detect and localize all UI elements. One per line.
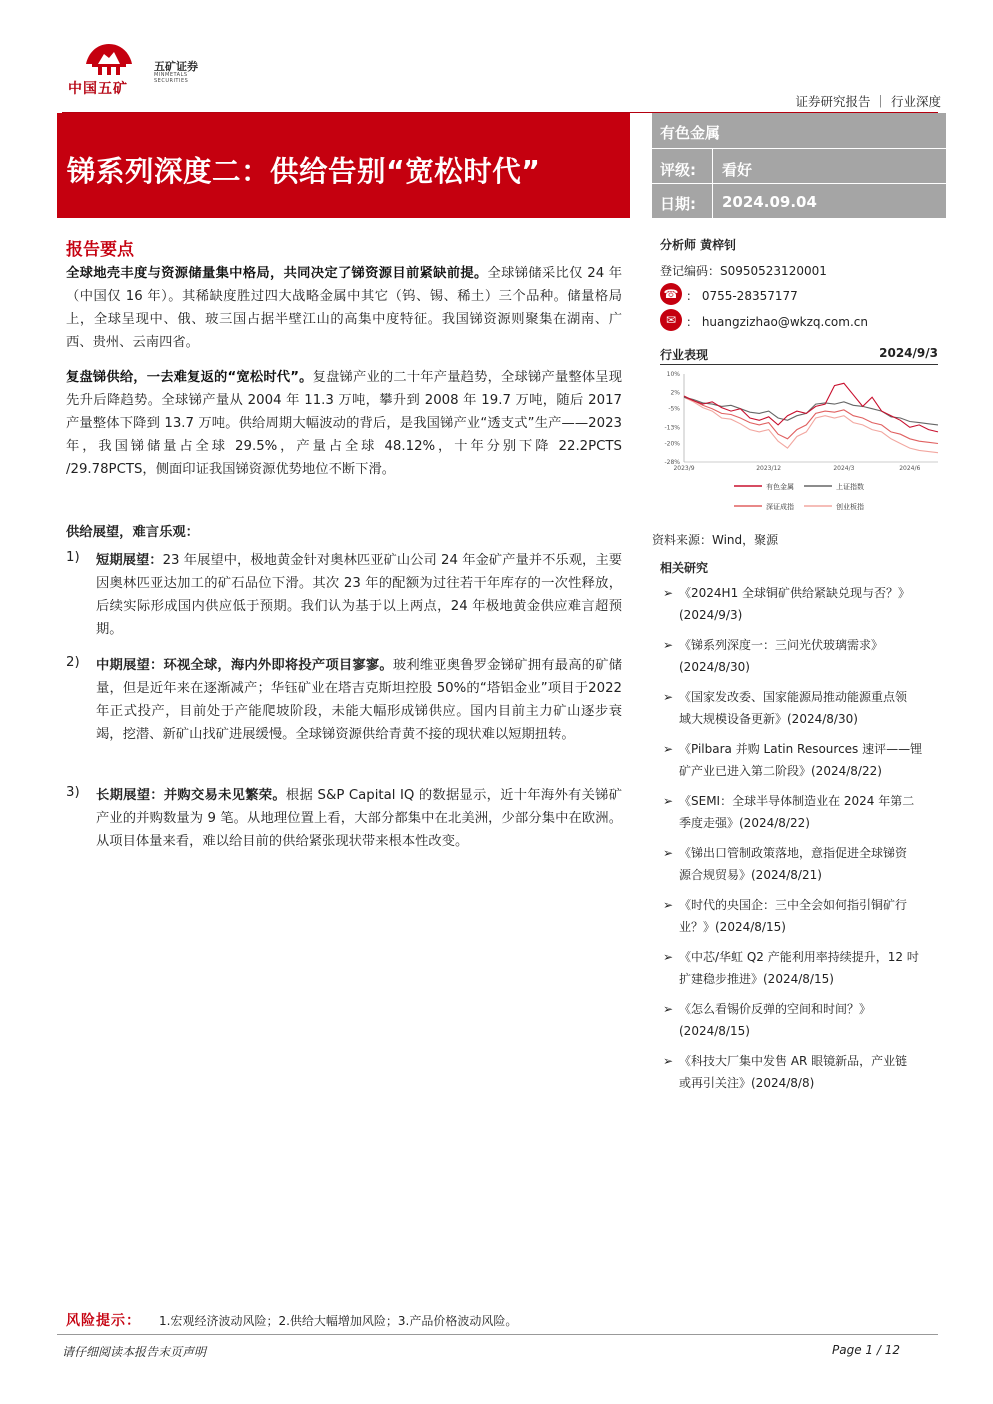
rating-label: 评级:	[660, 161, 696, 179]
paragraph-1-text: 全球锑储采比仅 24 年（中国仅 16 年）。其稀缺度胜过四大战略金属中其它（钨、锡、稀土）三个品种。储量格局上，全球呈现中、俄、玻三国占据半壁江山的高集中度特征。我国锑资源则聚集在湖南、广西、贵州、云南四省。	[66, 266, 623, 350]
related-item-line: 《中芯/华虹 Q2 产能利用率持续提升，12 吋	[679, 950, 919, 964]
perf-header	[660, 346, 938, 362]
paragraph-2	[66, 366, 622, 481]
related-item-line: 《科技大厂集中发售 AR 眼镜新品，产业链	[679, 1054, 908, 1068]
related-item-text	[679, 582, 942, 626]
y-tick-label: -5%	[668, 405, 680, 413]
related-item-line: 矿产业已进入第二阶段》(2024/8/22)	[679, 764, 882, 778]
item-2-lead: 中期展望：环视全球，海内外即将投产项目寥寥。	[96, 658, 393, 673]
related-research-title: 相关研究	[660, 561, 709, 575]
related-item-line: 扩建稳步推进》(2024/8/15)	[679, 972, 834, 986]
analyst-email: ： huangzizhao@wkzq.com.cn	[686, 315, 868, 329]
date-value: 2024.09.04	[722, 193, 817, 211]
related-item-text	[679, 634, 942, 678]
risk-notice	[66, 1310, 517, 1330]
logo-cn-text: 中国五矿	[68, 81, 128, 97]
analyst-reg-code: 登记编码：S0950523120001	[660, 264, 827, 278]
paragraph-2-text: 复盘锑产业的二十年产量趋势，全球锑产量整体呈现先升后降趋势。全球锑产量从 2004 年 11.3 万吨，攀升到 2008 年 19.7 万吨，随后 2017 产量整体下降到 13.7 万吨。供给周期大幅波动的背后，是我国锑产业“透支式”生产——2023 年，我国锑储量占全球 29.5%，产量占全球 48.12%，十年分别下降 22.2PCTS /29.78PCTS，侧面印证我国锑资源优势地位不断下滑。	[66, 370, 623, 477]
risk-text: 1.宏观经济波动风险；2.供给大幅增加风险；3.产品价格波动风险。	[159, 1314, 518, 1328]
arrow-bullet-icon: ➢	[663, 950, 674, 964]
arrow-bullet-icon: ➢	[663, 690, 674, 704]
phone-icon: ☎	[660, 283, 682, 305]
related-item-text	[679, 790, 942, 834]
perf-title: 行业表现	[660, 348, 709, 362]
x-tick-label: 2024/3	[833, 465, 855, 472]
item-1	[96, 549, 622, 641]
related-item-text	[679, 998, 942, 1042]
item-3-number: 3)	[66, 785, 80, 800]
arrow-bullet-icon: ➢	[663, 794, 674, 808]
company-logo	[62, 40, 212, 100]
x-tick-label: 2024/6	[899, 465, 921, 472]
title-banner	[57, 113, 630, 218]
sector-label: 有色金属	[660, 124, 721, 142]
legend-label: 有色金属	[766, 483, 794, 491]
legend-label: 深证成指	[766, 503, 794, 511]
related-item-line: 《2024H1 全球铜矿供给紧缺兑现与否？》	[679, 586, 911, 600]
y-tick-label: -13%	[664, 424, 680, 432]
footer-divider	[57, 1334, 938, 1335]
rating-value: 看好	[722, 161, 753, 179]
related-item-text	[679, 894, 942, 938]
series-line-3	[684, 397, 938, 453]
arrow-bullet-icon: ➢	[663, 1002, 674, 1016]
paragraph-1-lead: 全球地壳丰度与资源储量集中格局，共同决定了锑资源目前紧缺前提。	[66, 266, 488, 281]
y-tick-label: -28%	[664, 459, 680, 466]
y-tick-label: 2%	[670, 389, 680, 397]
related-item-line: 业？》(2024/8/15)	[679, 920, 786, 934]
related-item-text	[679, 946, 942, 990]
related-item-line: 《锑出口管制政策落地，意指促进全球锑资	[679, 846, 908, 860]
page-number: Page 1 / 12	[832, 1343, 900, 1357]
item-1-number: 1)	[66, 550, 80, 565]
date-label: 日期:	[660, 195, 696, 213]
item-2	[96, 654, 622, 746]
outlook-heading: 供给展望，难言乐观：	[66, 525, 199, 540]
related-item-line: 《怎么看锡价反弹的空间和时间？》	[679, 1002, 872, 1016]
arrow-bullet-icon: ➢	[663, 742, 674, 756]
disclaimer-text: 请仔细阅读本报告末页声明	[62, 1345, 207, 1359]
industry-performance-chart	[652, 366, 946, 526]
x-tick-label: 2023/9	[673, 465, 695, 472]
arrow-bullet-icon: ➢	[663, 586, 674, 600]
brand-cn-text: 五矿证券	[154, 60, 198, 73]
report-type-label: 证券研究报告 ｜ 行业深度	[795, 94, 941, 109]
item-2-text: 玻利维亚奥鲁罗金锑矿拥有最高的矿储量，但是近年来在逐渐减产；华钰矿业在塔吉克斯坦控股 50%的“塔铝金业”项目于2022 年正式投产，目前处于产能爬坡阶段，未能大幅形成锑供应。国内目前主力矿山逐步衰竭，挖潜、新矿山找矿进展缓慢。全球锑资源供给青黄不接的现状难以短期扭转。	[96, 658, 622, 742]
y-tick-label: 10%	[666, 371, 680, 378]
related-item-line: 《锑系列深度一：三问光伏玻璃需求》	[679, 638, 884, 652]
related-item-text	[679, 686, 942, 730]
y-tick-label: -20%	[664, 440, 680, 448]
related-item-line: 源合规贸易》(2024/8/21)	[679, 868, 822, 882]
analyst-phone: ： 0755-28357177	[686, 289, 798, 303]
paragraph-2-lead: 复盘锑供给，一去难复返的“宽松时代”。	[66, 370, 313, 385]
x-tick-label: 2023/12	[756, 465, 782, 472]
related-item-line: 《Pilbara 并购 Latin Resources 速评——锂	[679, 742, 923, 756]
arrow-bullet-icon: ➢	[663, 1054, 674, 1068]
item-3	[96, 784, 622, 853]
analyst-name: 分析师 黄梓钊	[660, 238, 737, 252]
logo-emblem-icon	[84, 42, 134, 76]
rating-box	[652, 113, 946, 218]
related-item-line: (2024/8/30)	[679, 660, 750, 674]
arrow-bullet-icon: ➢	[663, 898, 674, 912]
data-source: 资料来源：Wind，聚源	[652, 533, 779, 547]
brand-en-text: MINMETALS SECURITIES	[154, 72, 189, 84]
legend-label: 上证指数	[836, 483, 864, 491]
related-item-text	[679, 738, 942, 782]
paragraph-1	[66, 262, 622, 354]
related-item-text	[679, 1050, 942, 1094]
perf-divider	[660, 364, 938, 365]
related-item-line: 《SEMI：全球半导体制造业在 2024 年第二	[679, 794, 915, 808]
legend-label: 创业板指	[836, 503, 864, 511]
perf-date: 2024/9/3	[879, 346, 938, 360]
related-item-text	[679, 842, 942, 886]
arrow-bullet-icon: ➢	[663, 638, 674, 652]
item-1-lead: 短期展望：	[96, 553, 163, 568]
related-item-line: (2024/9/3)	[679, 608, 743, 622]
related-item-line: 《时代的央国企：三中全会如何指引铜矿行	[679, 898, 908, 912]
related-item-line: 《国家发改委、国家能源局推动能源重点领	[679, 690, 908, 704]
item-3-text: 根据 S&P Capital IQ 的数据显示，近十年海外有关锑矿产业的并购数量为 9 笔。从地理位置上看，大部分都集中在北美洲，少部分集中在欧洲。从项目体量来看，难以给目前的供给紧张现状带来根本性改变。	[96, 788, 623, 849]
related-item-line: 或再引关注》(2024/8/8)	[679, 1076, 815, 1090]
related-item-line: 季度走强》(2024/8/22)	[679, 816, 810, 830]
report-title: 锑系列深度二：供给告别“宽松时代”	[67, 155, 541, 188]
item-1-text: 23 年展望中，极地黄金针对奥林匹亚矿山公司 24 年金矿产量并不乐观，主要因奥林匹亚达加工的矿石品位下滑。其次 23 年的配额为过往若干年库存的一次性释放，后续实际形成国内供应低于预期。我们认为基于以上两点，24 年极地黄金供应难言超预期。	[96, 553, 622, 637]
item-3-lead: 长期展望：并购交易未见繁荣。	[96, 788, 286, 803]
related-item-line: 域大规模设备更新》(2024/8/30)	[679, 712, 858, 726]
email-icon: ✉	[660, 309, 682, 331]
summary-heading: 报告要点	[66, 240, 134, 260]
item-2-number: 2)	[66, 655, 80, 670]
series-line-1	[684, 397, 938, 425]
arrow-bullet-icon: ➢	[663, 846, 674, 860]
related-item-line: (2024/8/15)	[679, 1024, 750, 1038]
risk-label: 风险提示：	[66, 1313, 141, 1329]
